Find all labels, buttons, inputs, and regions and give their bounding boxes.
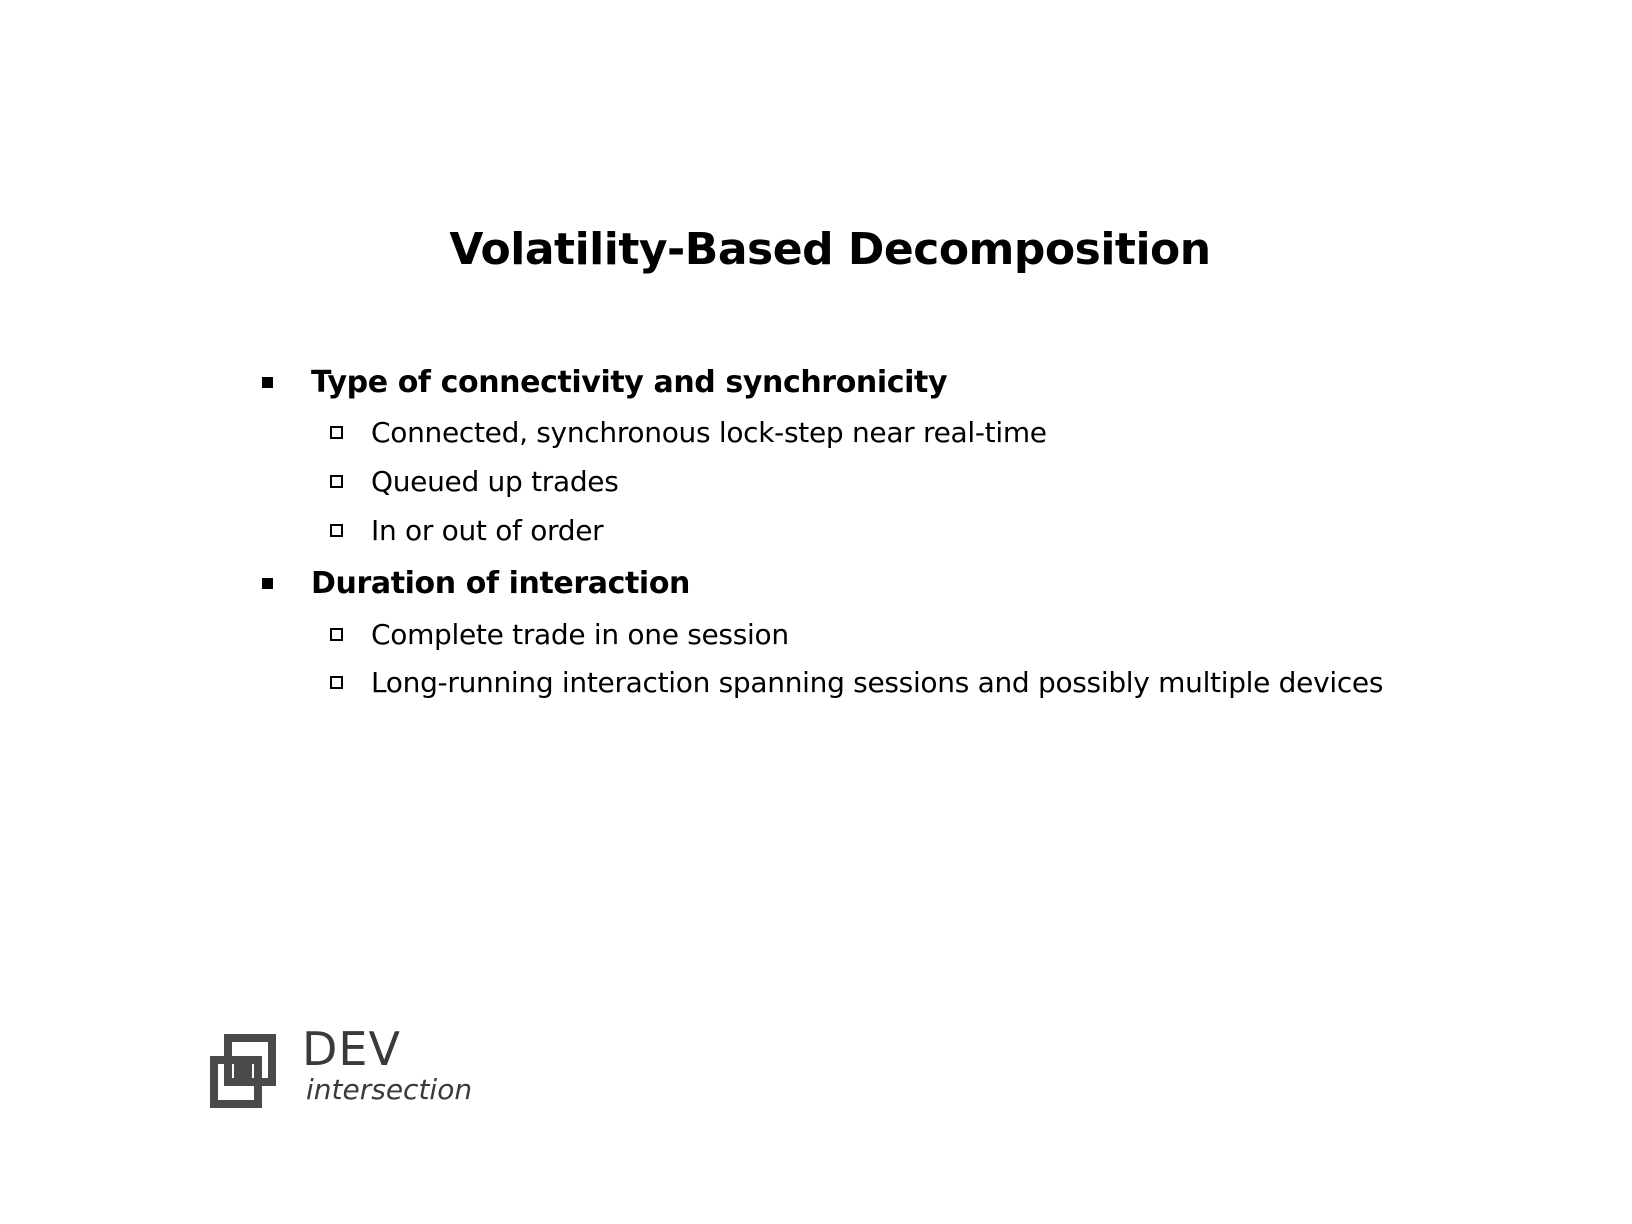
bullet-heading-text: Duration of interaction [311, 565, 690, 601]
square-bullet-icon [262, 578, 273, 589]
slide-title: Volatility-Based Decomposition [449, 224, 1211, 275]
hollow-square-bullet-icon [330, 628, 343, 641]
sub-bullet-text: Queued up trades [371, 464, 619, 498]
sub-bullet [330, 662, 1383, 702]
hollow-square-bullet-icon [330, 524, 343, 537]
hollow-square-bullet-icon [330, 426, 343, 439]
sub-bullet [330, 614, 789, 654]
sub-bullet [330, 412, 1047, 452]
bullet-heading [262, 561, 690, 605]
hollow-square-bullet-icon [330, 676, 343, 689]
sub-bullet [330, 461, 619, 501]
sub-bullet [330, 510, 603, 550]
bullet-heading [262, 360, 947, 404]
sub-bullet-text: Complete trade in one session [371, 617, 789, 651]
sub-bullet-text: Connected, synchronous lock-step near real-time [371, 415, 1047, 449]
interlocking-squares-icon [210, 1034, 280, 1114]
hollow-square-bullet-icon [330, 475, 343, 488]
sub-bullet-text: Long-running interaction spanning sessions and possibly multiple devices [371, 665, 1384, 699]
logo-subtitle: intersection [306, 1073, 473, 1106]
bullet-heading-text: Type of connectivity and synchronicity [311, 364, 948, 400]
dev-intersection-logo [210, 1022, 480, 1120]
square-bullet-icon [262, 377, 273, 388]
logo-name: DEV [302, 1022, 401, 1076]
sub-bullet-text: In or out of order [371, 513, 604, 547]
